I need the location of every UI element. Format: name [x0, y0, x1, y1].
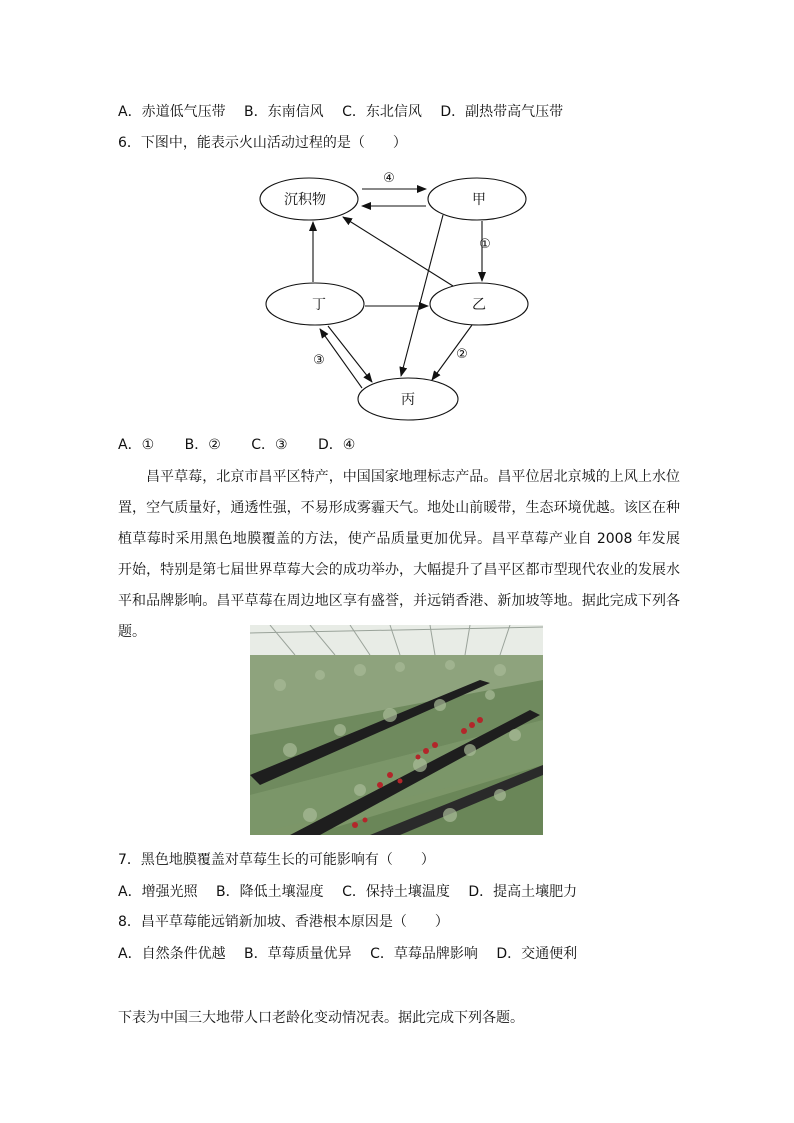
rock-cycle-diagram — [250, 160, 540, 430]
q6-option-c: C．③ — [251, 437, 288, 453]
arrow-bing-to-ding — [320, 329, 362, 388]
arrow-label-3: ③ — [313, 353, 325, 368]
q6-option-b: B．② — [184, 437, 221, 453]
q7-option-b: B．降低土壤湿度 — [216, 884, 324, 900]
q6-option-a: A．① — [118, 437, 155, 453]
q6-stem: 6．下图中，能表示火山活动过程的是（ ） — [118, 135, 407, 151]
node-yi-label: 乙 — [472, 297, 486, 313]
arrow-jia-to-bing — [401, 215, 443, 376]
arrow-label-4: ④ — [383, 171, 395, 186]
q7-options — [118, 882, 591, 902]
q8-options — [118, 944, 591, 964]
arrow-yi-to-sediment — [343, 217, 453, 286]
q8-option-a: A．自然条件优越 — [118, 946, 226, 962]
q5-option-b: B．东南信风 — [244, 104, 324, 120]
q5-option-c: C．东北信风 — [342, 104, 422, 120]
q8-option-d: D．交通便利 — [496, 946, 578, 962]
node-bing-label: 丙 — [401, 392, 415, 408]
q7-option-a: A．增强光照 — [118, 884, 198, 900]
q7-stem: 7．黑色地膜覆盖对草莓生长的可能影响有（ ） — [118, 852, 435, 868]
arrow-ding-to-bing — [328, 326, 372, 382]
passage-text: 昌平草莓，北京市昌平区特产，中国国家地理标志产品。昌平位居北京城的上风上水位置，空气质量好，通透性强，不易形成雾霾天气。地处山前暖带，生态环境优越。该区在种植草莓时采用黑色地膜覆盖的方法，使产品质量更加优异。昌平草莓产业自 2008 年发展开始，特别是第七届世界草莓大会的成功举办，大幅提升了昌平区都市型现代农业的发展水平和品牌影响。昌平草莓在周边地区享有盛誉，并远销香港、新加坡等地。据此完成下列各题。 — [118, 469, 680, 640]
arrow-label-1: ① — [479, 237, 491, 252]
q6-options — [118, 435, 369, 455]
node-jia-label: 甲 — [472, 192, 486, 208]
q5-options — [118, 102, 577, 122]
arrow-label-2: ② — [456, 347, 468, 362]
node-ding-label: 丁 — [312, 297, 326, 313]
table-intro: 下表为中国三大地带人口老龄化变动情况表。据此完成下列各题。 — [118, 1010, 524, 1026]
q8-option-b: B．草莓质量优异 — [244, 946, 352, 962]
q5-option-d: D．副热带高气压带 — [440, 104, 564, 120]
q8-option-c: C．草莓品牌影响 — [370, 946, 478, 962]
q7-option-d: D．提高土壤肥力 — [468, 884, 578, 900]
q6-option-d: D．④ — [317, 437, 356, 453]
strawberry-greenhouse-photo — [250, 625, 543, 835]
q5-option-a: A．赤道低气压带 — [118, 104, 226, 120]
node-sediment-label: 沉积物 — [284, 192, 326, 208]
q8-stem: 8．昌平草莓能远销新加坡、香港根本原因是（ ） — [118, 914, 449, 930]
q7-option-c: C．保持土壤温度 — [342, 884, 450, 900]
